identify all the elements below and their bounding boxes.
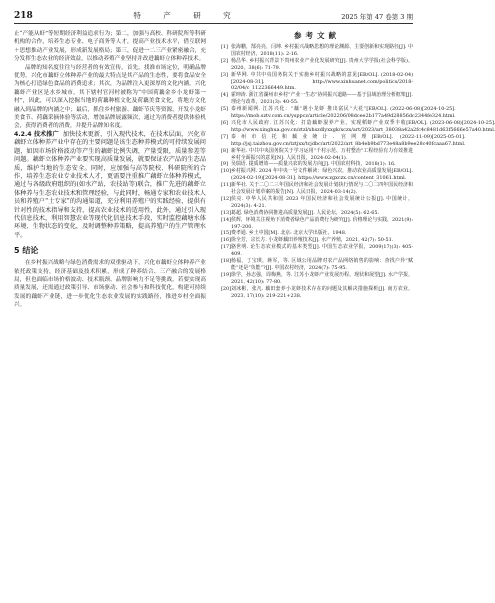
reference-item: [6] 兴化市人民政府. 江苏兴化：打造藕虾混养产业，实现稻虾产业双季丰收[EB/OL]. (2023-06-08)[2024-10-25]. http://www.xinghua.gov.cn/ztzl/xhszdlyxxgk/xczx/art/2023/art_38038a42a2fc4c8481d63f5666e57a40.html.: [221, 119, 495, 133]
journal-name: 特 产 研 究: [133, 11, 241, 20]
reference-item: [14] 侯辉，环境关注视角下消费者绿色产品消费行为研究[J]. 价格理论与实践，2021(9): 197-200.: [221, 216, 413, 230]
reference-item: [11] 新华社. 关于二〇二三年国民经济和社会发展计划执行情况与二〇二四年国民经济和社会发展计划草案的报告[N]. 人民日报，2024-03-14(2).: [221, 182, 413, 196]
issue-info: 2025 年第 47 卷第 3 期: [341, 13, 413, 21]
reference-item: [2] 杨昌华. 乡村振兴背景下贵州农业产业化发展研究[J]. 贵州大学学报(社会科学版)，2020，38(6): 71-79.: [221, 57, 413, 71]
body-paragraph: 品牌的知名度往往与经营者的有效宣传，首先，找准市场定位，明确品牌优势。兴化市藕虾立体种养产业的最大特点是其产品的生态性，要将食品安全为核心打造绿色食品的消费追求；其次，为品牌注入更深厚的文化内涵，兴化藕虾产业区是水乡城市，其下辖村官河村被称为“中国荷藕金乡小龙虾第一村”，因此，可以深入挖掘当地的荷藕种植文化及荷藕美食文化，将地方文化融入到品牌的内涵之中；最后，抓住乡村旅游、藕虾节庆等资源，开发小龙虾美食节、荷藕采摘体验等活动，增加品牌展露频次，通过为消费者提供体验机会，获得消费者的消费，并提升品牌知名度。: [14, 64, 206, 130]
reference-item: [5] 泰州新闻网. 江苏兴化：“藕”遇小龙虾 推出富民“大花”[EB/OL]. (2022-06-08)[2024-10-25]. https://mob.sztv.com.cn/ysppcz/article/202206/08dcee2b177a49d28856dc2344fe324.html.: [221, 106, 456, 120]
section-title: 5 结论: [14, 246, 39, 256]
reference-item: [8] 新华社. 中共中央国务院关于学习运用“千村示范、万村整治”工程经验有力有效推进乡村全面振兴的意见[N]. 人民日报，2024-02-04(1).: [221, 147, 413, 161]
reference-item: [17] 骆世明. 论生态农业模式的基本类型[J]. 中国生态农业学报，2009(17)(3): 405-409.: [221, 244, 413, 258]
reference-item: [16] 徐全芳，宗长方. 小龙虾藕田养殖技术[J]. 水产养殖，2021, 42(7): 50-51.: [221, 237, 394, 244]
reference-item: [13] 葛超. 绿色消费协同推进高质量发展[J]. 人民论坛，2024(5): 62-65.: [221, 209, 380, 216]
reference-item: [1] 张海鹏，郜亮亮，闫坤. 乡村振兴战略思想的理论渊源、主要创新和实现路径[J]. 中国农村经济，2018(11): 2-16.: [221, 44, 413, 57]
two-column-body: [14, 30, 495, 595]
reference-item: [4] 霍坤涛. 浙江省湖州市乡村“产业一生态”协同振兴道路——基于县域治理分析框架[J]. 理论与改革，2021(3): 40-55.: [221, 92, 413, 106]
conclusion-paragraph: 在乡村振兴战略与绿色消费需求的双重驱动下，兴化市藕虾立体种养产业依托政策支持，经济基础及技术积累，形成了种养结合、三产融合的发展格局，但也面临市场价格波动、技术瓶颈、品牌影响力不足等挑战，若要实现高质量发展，还需通过政策引导、市场驱动、社会参与和科技优化，构建可持续发展的藕虾产业链，进一步优化生态农业发展的实践路径，推进乡村全面振兴。: [14, 260, 206, 309]
reference-item: [7] 泰州市信托和藕业统计. 官网理[EB/OL]. (2022-11-09)[2025-05-01]. http://jsj.taizhou.gov.cn/tztjxx/tcjdbc/art/2022/art_8b4eb9bd773e48a8b9ee28c40fcaaa67.html.: [221, 133, 466, 147]
reference-item: [12] 侯亮. 中华人民共和国 2023 年国民经济和社会发展统计公报[J]. 中国统计，2024(3): 4-21.: [221, 195, 413, 209]
subsection-title: 4.2.4 技术推广: [14, 130, 59, 138]
reference-list: [221, 44, 495, 300]
reference-item: [18] 杨福，丁宝瑛，蒋军，等. 区域公用品牌对农产品网络销售的影响：查找户异“赋能”还是“负能”?[J]. 中国农村经济，2024(7): 75-95.: [221, 258, 413, 271]
reference-item: [3] 新华网. 中共中央国务院关于实施乡村振兴战略的意见[EB/OL]. (2018-02-04)[2024-08-31]. http://www.xinhuanet.com/politics/2018-02/04/c_1122366449.htm.: [221, 71, 413, 92]
left-column: [14, 30, 206, 595]
reference-item: [10] 乡村振兴网. 2024 年中央一号文件解读：绿色兴农，推动农业高质量发展[EB/OL]. (2024-02-19)[2024-08-31]. https://www.zgxczx.cn/content_31061.html.: [221, 168, 413, 182]
reference-item: [19] 徐学，孙志强，周梅燕，等. 江苏小龙虾产业发展历程、现状和展望[J]. 水产学报，2021, 42(10): 77-80.: [221, 271, 413, 285]
subsection-text: 加快技术更新，引入现代技术，在技术层面，兴化市藕虾立体种养产业中存在的主要问题是该生态种养模式的可持续发展问题，如因市场价格波动等产生的藕虾比例失调，产量受限，质量参差等问题。藕虾立体种养产业要实现高质量发展，就要保证农产品的生态品质，维护当地的生态安全。同时，应加强与高等院校、科研院所的合作，培养生态农业专业技术人才，更需要注重推广藕虾立体种养模式，通过与各级政府组织的(如水产站，农技站等)联合，推广先进的藕虾立体种养与生态农业技术和管理经验，与此同时，畅通专家和农业技术人员和养殖户“土专家”的沟通渠道，充分利用养殖户的实践经验，提供有针对性的技术指导和支持，提高农业技术的适用性，此外，通过引入现代信息技术，利用智慧农业等现代化信息技术手段，实时监控藕塘水体环境、生物状态的变化，及时调整种养策略，提高养殖户的生产管理水平。: [14, 130, 207, 239]
right-column: [221, 30, 495, 595]
body-paragraph: 止“产能从虾”等短期经济利益追求行为；第二，加强与高校、科研院所等科研机构的合作，培养生态专业、电子商务等人才，提高产业技术水平，借互联网＋思想推动产业发展，形成新发展格局；第三，促进一二三产业紧密融合，充分发挥生态农业的经济效益，以推动养殖产业坚持并改进藕虾立体种养技术。: [14, 31, 206, 63]
reference-item: [15] 费孝通. 乡土中国[M]. 北京: 北京大学出版社，1948.: [221, 230, 347, 237]
references-title: 参考文献: [294, 31, 340, 40]
reference-item: [20] 刘冰彬，张凡. 藕田套养小龙虾技术存在的问题及其解决措施探析[J]. 南方农业，2023, 17(10): 219-221+238.: [221, 285, 413, 299]
reference-item: [9] 吴瑞语. 提质增效——质量兴农的发展方向[J]. 中国农村科技，2018(1): 16.: [221, 161, 396, 168]
subsection-paragraph: [14, 131, 206, 240]
page-number: 218: [14, 11, 33, 21]
running-header: [14, 10, 413, 24]
